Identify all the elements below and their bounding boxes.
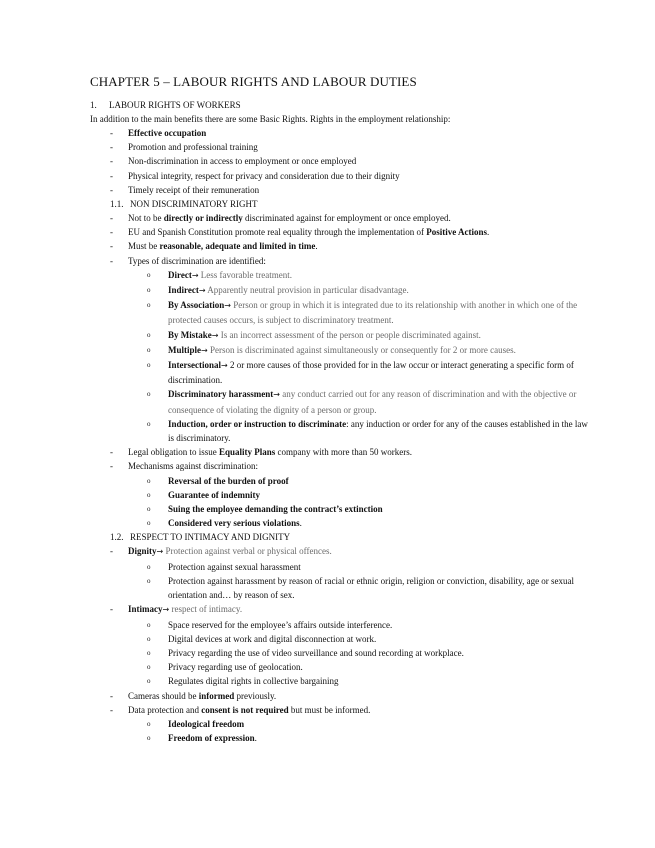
sub-list-item (90, 731, 595, 745)
item-bold-text: directly or indirectly (163, 213, 243, 224)
term-description: Apparently neutral provision in particular disadvantage. (205, 285, 409, 296)
list-item (90, 689, 595, 703)
list-item (90, 239, 595, 253)
discrimination-types-list (90, 268, 595, 445)
sub-list-item (90, 474, 595, 488)
sub-list-item (90, 646, 595, 660)
circle-marker: o (147, 270, 151, 279)
arrow-icon: → (201, 345, 208, 355)
term: Induction, order or instruction to discriminate (168, 418, 347, 429)
item-text: . (254, 733, 257, 744)
sub-list-item (90, 502, 595, 516)
item-text: but must be informed. (288, 704, 371, 715)
list-item (90, 183, 595, 197)
term-description: Less favorable treatment. (198, 269, 292, 280)
term: Intersectional (168, 360, 221, 371)
item-bold-text: Guarantee of indemnity (168, 489, 260, 500)
intimacy-sub-list (90, 618, 595, 689)
circle-marker: o (147, 330, 151, 339)
section-heading-1 (90, 98, 595, 112)
intimacy-dignity-list (90, 544, 595, 745)
dash-marker: - (110, 241, 113, 252)
item-text: Protection against harassment by reason of racial or ethnic origin, religion or conviction, disability, age or sexual orientation and… by reason of sex. (168, 575, 575, 601)
item-text: Not to be (128, 213, 164, 224)
sub-list-item (90, 632, 595, 646)
term: By Mistake (168, 329, 212, 340)
item-text: Digital devices at work and digital disconnection at work. (168, 633, 377, 644)
subsection-heading-1-2 (90, 530, 595, 544)
term: Multiple (168, 344, 201, 355)
dash-marker: - (110, 690, 113, 701)
item-text: Physical integrity, respect for privacy and consideration due to their dignity (128, 170, 400, 181)
circle-marker: o (147, 663, 151, 672)
sub-list-item (90, 358, 595, 387)
section-title: LABOUR RIGHTS OF WORKERS (109, 100, 241, 110)
circle-marker: o (147, 576, 151, 585)
dash-marker: - (110, 227, 113, 238)
freedoms-sub-list (90, 717, 595, 745)
item-text: Must be (128, 241, 160, 252)
term: Intimacy (128, 604, 163, 615)
item-bold-text: Reversal of the burden of proof (168, 475, 289, 486)
term-description: any conduct carried out for any reason of discrimination and with the objective or consequence of violating the dignity of a person or group. (168, 389, 577, 415)
item-bold-text: Considered very serious violations (168, 518, 300, 529)
item-text: Regulates digital rights in collective bargaining (168, 676, 339, 687)
subsection-title: NON DISCRIMINATORY RIGHT (130, 199, 258, 210)
sub-list-item (90, 328, 595, 343)
term-description: 2 or more causes of those provided for in the law occur or interact generating a specific form of discrimination. (168, 360, 574, 386)
sub-list-item (90, 343, 595, 358)
arrow-icon: → (156, 547, 164, 557)
sub-list-item (90, 560, 595, 574)
sub-list-item (90, 387, 595, 416)
circle-marker: o (147, 734, 151, 743)
circle-marker: o (147, 490, 151, 499)
list-item (90, 169, 595, 183)
item-text: Data protection and (128, 704, 202, 715)
item-text: . (315, 241, 318, 252)
sub-list-item (90, 417, 595, 445)
arrow-icon: → (273, 390, 280, 400)
list-item (90, 254, 595, 446)
dash-marker: - (110, 156, 113, 167)
dash-marker: - (110, 213, 113, 224)
term-description: : any induction or order for any of the causes established in the law is discriminatory. (168, 418, 588, 444)
arrow-icon: → (224, 301, 231, 311)
dash-marker: - (110, 447, 113, 458)
circle-marker: o (147, 634, 151, 643)
term-description: Protection against verbal or physical offences. (163, 546, 332, 557)
basic-rights-list (90, 126, 595, 197)
section-intro: In addition to the main benefits there are some Basic Rights. Rights in the employment relationship: (90, 114, 451, 124)
arrow-icon: → (211, 330, 219, 340)
item-text: Promotion and professional training (128, 142, 258, 153)
item-bold-text: Equality Plans (218, 447, 276, 458)
circle-marker: o (147, 476, 151, 485)
circle-marker: o (147, 620, 151, 629)
arrow-icon: → (198, 286, 206, 296)
sub-list-item (90, 618, 595, 632)
item-text: Privacy regarding the use of video surveillance and sound recording at workplace. (168, 647, 464, 658)
list-item (90, 140, 595, 154)
sub-list-item (90, 298, 595, 327)
sub-list-item (90, 660, 595, 674)
item-text: Types of discrimination are identified: (128, 255, 266, 266)
sub-list-item (90, 283, 595, 298)
circle-marker: o (147, 361, 151, 370)
item-text: Timely receipt of their remuneration (128, 184, 260, 195)
list-item (90, 544, 595, 602)
circle-marker: o (147, 301, 151, 310)
term-description: Is an incorrect assessment of the person or people discriminated against. (218, 329, 481, 340)
term-description: Person is discriminated against simultaneously or consequently for 2 or more causes. (207, 344, 516, 355)
item-text: . (299, 518, 302, 529)
list-item (90, 459, 595, 530)
item-text: Non-discrimination in access to employment or once employed (128, 156, 357, 167)
item-text: Mechanisms against discrimination: (128, 461, 258, 472)
non-discrimination-list (90, 211, 595, 530)
circle-marker: o (147, 286, 151, 295)
sub-list-item (90, 674, 595, 688)
dash-marker: - (110, 704, 113, 715)
section-number: 1. (90, 100, 97, 110)
dash-marker: - (110, 255, 113, 266)
subsection-number: 1.2. (110, 532, 124, 543)
circle-marker: o (147, 419, 151, 428)
circle-marker: o (147, 505, 151, 514)
item-text: Privacy regarding use of geolocation. (168, 662, 303, 673)
arrow-icon: → (162, 605, 170, 615)
item-text: EU and Spanish Constitution promote real equality through the implementation of (128, 227, 427, 238)
arrow-icon: → (221, 361, 228, 371)
item-text: Protection against sexual harassment (168, 561, 301, 572)
item-text: previously. (234, 690, 277, 701)
term: By Association (168, 300, 225, 311)
item-bold-text: informed (198, 690, 235, 701)
sub-list-item (90, 717, 595, 731)
subsection-title: RESPECT TO INTIMACY AND DIGNITY (130, 532, 291, 543)
list-item (90, 126, 595, 140)
term: Indirect (168, 285, 199, 296)
item-bold-text: Ideological freedom (168, 718, 245, 729)
item-bold-text: reasonable, adequate and limited in time (159, 241, 316, 252)
dash-marker: - (110, 170, 113, 181)
item-text: company with more than 50 workers. (275, 447, 412, 458)
dash-marker: - (110, 128, 113, 138)
item-bold-text: Freedom of expression (168, 733, 255, 744)
subsection-heading-1-1 (90, 197, 595, 211)
circle-marker: o (147, 677, 151, 686)
item-text: Space reserved for the employee’s affairs outside interference. (168, 619, 393, 630)
list-item (90, 703, 595, 746)
term: Dignity (128, 546, 157, 557)
circle-marker: o (147, 390, 151, 399)
circle-marker: o (147, 519, 151, 528)
sub-list-item (90, 268, 595, 283)
sub-list-item (90, 516, 595, 530)
term-description: Person or group in which it is integrated due to its relationship with another in which one of the protected causes occurs, is subject to discriminatory treatment. (168, 300, 578, 326)
item-text: . (486, 227, 490, 238)
arrow-icon: → (191, 270, 199, 280)
circle-marker: o (147, 562, 151, 571)
mechanisms-list (90, 474, 595, 531)
list-item (90, 445, 595, 459)
item-text: Legal obligation to issue (128, 447, 219, 458)
item-bold-text: consent is not required (201, 704, 289, 715)
term: Discriminatory harassment (168, 389, 274, 400)
item-text: Effective occupation (128, 128, 207, 138)
sub-list-item (90, 574, 595, 602)
term-description: respect of intimacy. (169, 604, 243, 615)
subsection-number: 1.1. (110, 199, 124, 210)
dignity-sub-list (90, 560, 595, 603)
dash-marker: - (110, 604, 113, 615)
list-item (90, 211, 595, 225)
circle-marker: o (147, 345, 151, 354)
list-item (90, 154, 595, 168)
circle-marker: o (147, 719, 151, 728)
item-text: discriminated against for employment or once employed. (242, 213, 451, 224)
circle-marker: o (147, 648, 151, 657)
item-bold-text: Positive Actions (426, 227, 487, 238)
dash-marker: - (110, 142, 113, 153)
list-item (90, 225, 595, 239)
sub-list-item (90, 488, 595, 502)
chapter-title: CHAPTER 5 – LABOUR RIGHTS AND LABOUR DUTIES (90, 74, 417, 89)
dash-marker: - (110, 461, 113, 472)
list-item (90, 602, 595, 688)
term: Direct (168, 269, 192, 280)
dash-marker: - (110, 546, 113, 557)
dash-marker: - (110, 184, 113, 195)
item-text: Cameras should be (128, 690, 199, 701)
item-bold-text: Suing the employee demanding the contract’s extinction (168, 504, 383, 515)
